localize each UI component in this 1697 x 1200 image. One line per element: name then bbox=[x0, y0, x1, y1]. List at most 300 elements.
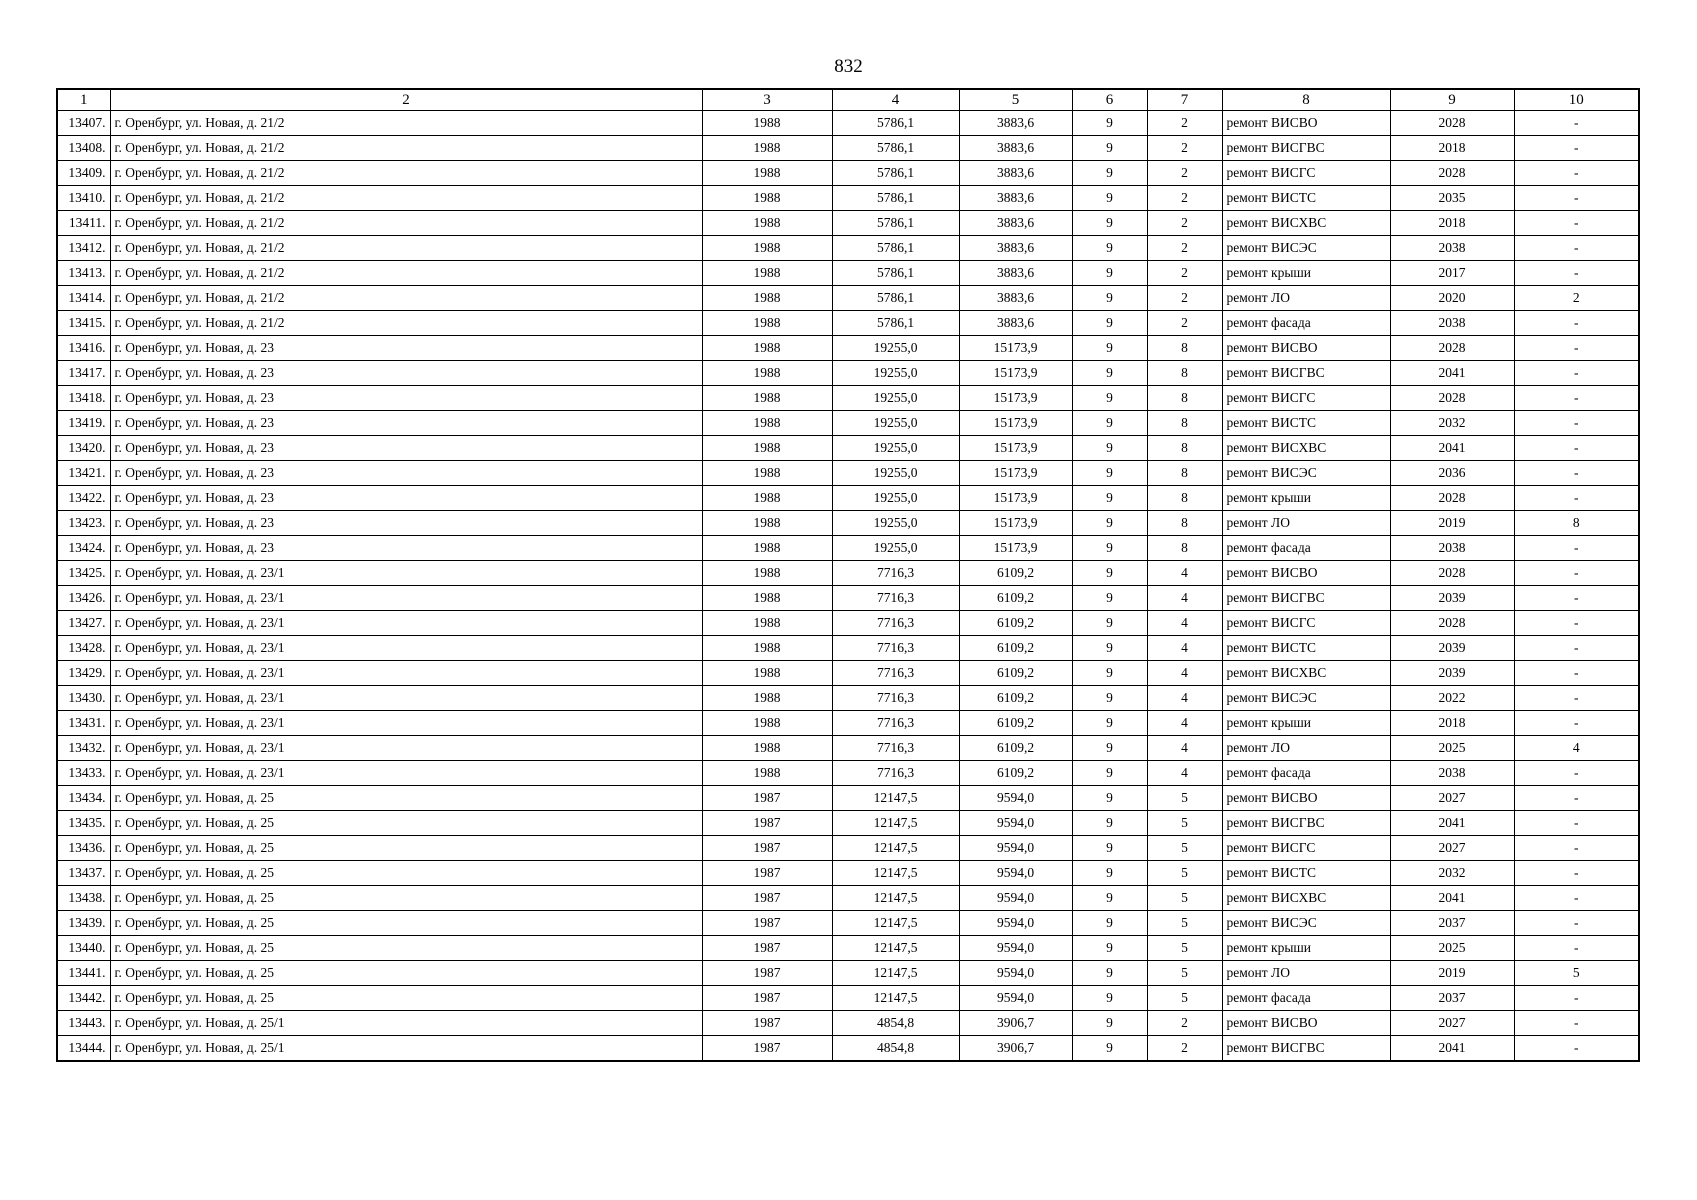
living-area-cell: 15173,9 bbox=[959, 486, 1072, 511]
row-number: 13435. bbox=[57, 811, 110, 836]
living-area-cell: 9594,0 bbox=[959, 786, 1072, 811]
total-area-cell: 19255,0 bbox=[832, 411, 959, 436]
floors-cell: 9 bbox=[1072, 886, 1147, 911]
planned-year-cell: 2038 bbox=[1390, 311, 1514, 336]
row-number: 13430. bbox=[57, 686, 110, 711]
living-area-cell: 9594,0 bbox=[959, 911, 1072, 936]
entrances-cell: 4 bbox=[1147, 586, 1222, 611]
entrances-cell: 4 bbox=[1147, 661, 1222, 686]
floors-cell: 9 bbox=[1072, 461, 1147, 486]
floors-cell: 9 bbox=[1072, 786, 1147, 811]
planned-year-cell: 2032 bbox=[1390, 411, 1514, 436]
entrances-cell: 8 bbox=[1147, 486, 1222, 511]
address-cell: г. Оренбург, ул. Новая, д. 23 bbox=[110, 411, 702, 436]
table-row bbox=[57, 611, 1639, 636]
row-number: 13443. bbox=[57, 1011, 110, 1036]
work-type-cell: ремонт ВИСХВС bbox=[1222, 436, 1390, 461]
floors-cell: 9 bbox=[1072, 161, 1147, 186]
table-row bbox=[57, 436, 1639, 461]
floors-cell: 9 bbox=[1072, 811, 1147, 836]
row-number: 13412. bbox=[57, 236, 110, 261]
year-built-cell: 1987 bbox=[702, 836, 832, 861]
column-header-9: 9 bbox=[1390, 89, 1514, 111]
entrances-cell: 5 bbox=[1147, 811, 1222, 836]
planned-year-cell: 2025 bbox=[1390, 736, 1514, 761]
total-area-cell: 19255,0 bbox=[832, 361, 959, 386]
elevator-count-cell: 2 bbox=[1514, 286, 1639, 311]
work-type-cell: ремонт крыши bbox=[1222, 261, 1390, 286]
entrances-cell: 8 bbox=[1147, 386, 1222, 411]
total-area-cell: 19255,0 bbox=[832, 336, 959, 361]
entrances-cell: 2 bbox=[1147, 1036, 1222, 1062]
year-built-cell: 1988 bbox=[702, 536, 832, 561]
floors-cell: 9 bbox=[1072, 511, 1147, 536]
work-type-cell: ремонт ВИСВО bbox=[1222, 786, 1390, 811]
total-area-cell: 12147,5 bbox=[832, 861, 959, 886]
address-cell: г. Оренбург, ул. Новая, д. 23/1 bbox=[110, 686, 702, 711]
elevator-count-cell: - bbox=[1514, 861, 1639, 886]
table-row bbox=[57, 911, 1639, 936]
work-type-cell: ремонт фасада bbox=[1222, 761, 1390, 786]
address-cell: г. Оренбург, ул. Новая, д. 25 bbox=[110, 986, 702, 1011]
row-number: 13423. bbox=[57, 511, 110, 536]
address-cell: г. Оренбург, ул. Новая, д. 23/1 bbox=[110, 711, 702, 736]
work-type-cell: ремонт ВИСГВС bbox=[1222, 811, 1390, 836]
row-number: 13428. bbox=[57, 636, 110, 661]
year-built-cell: 1988 bbox=[702, 486, 832, 511]
address-cell: г. Оренбург, ул. Новая, д. 23/1 bbox=[110, 761, 702, 786]
work-type-cell: ремонт ВИСТС bbox=[1222, 411, 1390, 436]
work-type-cell: ремонт ВИСГВС bbox=[1222, 1036, 1390, 1062]
entrances-cell: 5 bbox=[1147, 836, 1222, 861]
work-type-cell: ремонт ВИСТС bbox=[1222, 861, 1390, 886]
column-header-3: 3 bbox=[702, 89, 832, 111]
row-number: 13426. bbox=[57, 586, 110, 611]
elevator-count-cell: 4 bbox=[1514, 736, 1639, 761]
work-type-cell: ремонт ЛО bbox=[1222, 511, 1390, 536]
living-area-cell: 15173,9 bbox=[959, 511, 1072, 536]
address-cell: г. Оренбург, ул. Новая, д. 21/2 bbox=[110, 286, 702, 311]
address-cell: г. Оренбург, ул. Новая, д. 23/1 bbox=[110, 661, 702, 686]
row-number: 13409. bbox=[57, 161, 110, 186]
floors-cell: 9 bbox=[1072, 1036, 1147, 1062]
work-type-cell: ремонт ВИСЭС bbox=[1222, 461, 1390, 486]
address-cell: г. Оренбург, ул. Новая, д. 25 bbox=[110, 936, 702, 961]
entrances-cell: 5 bbox=[1147, 861, 1222, 886]
total-area-cell: 5786,1 bbox=[832, 186, 959, 211]
elevator-count-cell: - bbox=[1514, 1011, 1639, 1036]
living-area-cell: 6109,2 bbox=[959, 761, 1072, 786]
living-area-cell: 3883,6 bbox=[959, 186, 1072, 211]
elevator-count-cell: - bbox=[1514, 336, 1639, 361]
floors-cell: 9 bbox=[1072, 111, 1147, 136]
planned-year-cell: 2041 bbox=[1390, 436, 1514, 461]
planned-year-cell: 2028 bbox=[1390, 161, 1514, 186]
entrances-cell: 8 bbox=[1147, 461, 1222, 486]
total-area-cell: 5786,1 bbox=[832, 261, 959, 286]
address-cell: г. Оренбург, ул. Новая, д. 23/1 bbox=[110, 586, 702, 611]
year-built-cell: 1987 bbox=[702, 811, 832, 836]
column-header-5: 5 bbox=[959, 89, 1072, 111]
entrances-cell: 2 bbox=[1147, 311, 1222, 336]
planned-year-cell: 2028 bbox=[1390, 561, 1514, 586]
entrances-cell: 2 bbox=[1147, 211, 1222, 236]
elevator-count-cell: - bbox=[1514, 411, 1639, 436]
entrances-cell: 4 bbox=[1147, 711, 1222, 736]
table-row bbox=[57, 161, 1639, 186]
elevator-count-cell: - bbox=[1514, 611, 1639, 636]
table-row bbox=[57, 761, 1639, 786]
row-number: 13424. bbox=[57, 536, 110, 561]
address-cell: г. Оренбург, ул. Новая, д. 25 bbox=[110, 861, 702, 886]
address-cell: г. Оренбург, ул. Новая, д. 23 bbox=[110, 436, 702, 461]
total-area-cell: 7716,3 bbox=[832, 661, 959, 686]
living-area-cell: 3883,6 bbox=[959, 286, 1072, 311]
column-header-6: 6 bbox=[1072, 89, 1147, 111]
year-built-cell: 1988 bbox=[702, 411, 832, 436]
elevator-count-cell: - bbox=[1514, 561, 1639, 586]
table-row bbox=[57, 561, 1639, 586]
address-cell: г. Оренбург, ул. Новая, д. 23/1 bbox=[110, 736, 702, 761]
entrances-cell: 2 bbox=[1147, 1011, 1222, 1036]
table-row bbox=[57, 861, 1639, 886]
living-area-cell: 3883,6 bbox=[959, 236, 1072, 261]
floors-cell: 9 bbox=[1072, 761, 1147, 786]
floors-cell: 9 bbox=[1072, 961, 1147, 986]
floors-cell: 9 bbox=[1072, 911, 1147, 936]
work-type-cell: ремонт фасада bbox=[1222, 311, 1390, 336]
planned-year-cell: 2032 bbox=[1390, 861, 1514, 886]
work-type-cell: ремонт ВИСВО bbox=[1222, 561, 1390, 586]
row-number: 13437. bbox=[57, 861, 110, 886]
address-cell: г. Оренбург, ул. Новая, д. 23 bbox=[110, 511, 702, 536]
work-type-cell: ремонт ВИСХВС bbox=[1222, 211, 1390, 236]
floors-cell: 9 bbox=[1072, 436, 1147, 461]
total-area-cell: 7716,3 bbox=[832, 636, 959, 661]
planned-year-cell: 2020 bbox=[1390, 286, 1514, 311]
elevator-count-cell: - bbox=[1514, 686, 1639, 711]
total-area-cell: 19255,0 bbox=[832, 461, 959, 486]
work-type-cell: ремонт крыши bbox=[1222, 486, 1390, 511]
table-row bbox=[57, 661, 1639, 686]
table-row bbox=[57, 286, 1639, 311]
floors-cell: 9 bbox=[1072, 536, 1147, 561]
table-row bbox=[57, 636, 1639, 661]
address-cell: г. Оренбург, ул. Новая, д. 21/2 bbox=[110, 186, 702, 211]
total-area-cell: 19255,0 bbox=[832, 386, 959, 411]
work-type-cell: ремонт крыши bbox=[1222, 711, 1390, 736]
address-cell: г. Оренбург, ул. Новая, д. 21/2 bbox=[110, 261, 702, 286]
work-type-cell: ремонт ВИСЭС bbox=[1222, 911, 1390, 936]
table-row bbox=[57, 236, 1639, 261]
floors-cell: 9 bbox=[1072, 136, 1147, 161]
year-built-cell: 1988 bbox=[702, 736, 832, 761]
elevator-count-cell: - bbox=[1514, 236, 1639, 261]
planned-year-cell: 2039 bbox=[1390, 661, 1514, 686]
total-area-cell: 7716,3 bbox=[832, 736, 959, 761]
year-built-cell: 1988 bbox=[702, 336, 832, 361]
entrances-cell: 5 bbox=[1147, 786, 1222, 811]
elevator-count-cell: - bbox=[1514, 886, 1639, 911]
planned-year-cell: 2018 bbox=[1390, 136, 1514, 161]
floors-cell: 9 bbox=[1072, 261, 1147, 286]
year-built-cell: 1988 bbox=[702, 286, 832, 311]
elevator-count-cell: - bbox=[1514, 711, 1639, 736]
table-row bbox=[57, 211, 1639, 236]
planned-year-cell: 2019 bbox=[1390, 511, 1514, 536]
year-built-cell: 1988 bbox=[702, 436, 832, 461]
table-row bbox=[57, 736, 1639, 761]
total-area-cell: 12147,5 bbox=[832, 786, 959, 811]
address-cell: г. Оренбург, ул. Новая, д. 23/1 bbox=[110, 561, 702, 586]
floors-cell: 9 bbox=[1072, 186, 1147, 211]
entrances-cell: 5 bbox=[1147, 936, 1222, 961]
elevator-count-cell: - bbox=[1514, 386, 1639, 411]
planned-year-cell: 2019 bbox=[1390, 961, 1514, 986]
year-built-cell: 1987 bbox=[702, 886, 832, 911]
elevator-count-cell: - bbox=[1514, 636, 1639, 661]
address-cell: г. Оренбург, ул. Новая, д. 25 bbox=[110, 886, 702, 911]
work-type-cell: ремонт фасада bbox=[1222, 536, 1390, 561]
table-row bbox=[57, 386, 1639, 411]
address-cell: г. Оренбург, ул. Новая, д. 25/1 bbox=[110, 1011, 702, 1036]
living-area-cell: 3883,6 bbox=[959, 111, 1072, 136]
floors-cell: 9 bbox=[1072, 711, 1147, 736]
planned-year-cell: 2038 bbox=[1390, 761, 1514, 786]
row-number: 13438. bbox=[57, 886, 110, 911]
table-row bbox=[57, 586, 1639, 611]
planned-year-cell: 2017 bbox=[1390, 261, 1514, 286]
planned-year-cell: 2028 bbox=[1390, 611, 1514, 636]
elevator-count-cell: - bbox=[1514, 986, 1639, 1011]
elevator-count-cell: - bbox=[1514, 261, 1639, 286]
living-area-cell: 3906,7 bbox=[959, 1036, 1072, 1062]
planned-year-cell: 2028 bbox=[1390, 486, 1514, 511]
total-area-cell: 7716,3 bbox=[832, 586, 959, 611]
total-area-cell: 12147,5 bbox=[832, 961, 959, 986]
total-area-cell: 12147,5 bbox=[832, 936, 959, 961]
year-built-cell: 1988 bbox=[702, 161, 832, 186]
table-row bbox=[57, 261, 1639, 286]
work-type-cell: ремонт ВИСГС bbox=[1222, 836, 1390, 861]
table-row bbox=[57, 311, 1639, 336]
entrances-cell: 4 bbox=[1147, 636, 1222, 661]
total-area-cell: 5786,1 bbox=[832, 211, 959, 236]
address-cell: г. Оренбург, ул. Новая, д. 25 bbox=[110, 961, 702, 986]
work-type-cell: ремонт ВИСЭС bbox=[1222, 236, 1390, 261]
work-type-cell: ремонт ВИСТС bbox=[1222, 636, 1390, 661]
living-area-cell: 3883,6 bbox=[959, 311, 1072, 336]
year-built-cell: 1987 bbox=[702, 986, 832, 1011]
elevator-count-cell: 8 bbox=[1514, 511, 1639, 536]
elevator-count-cell: - bbox=[1514, 811, 1639, 836]
work-type-cell: ремонт ВИСГВС bbox=[1222, 586, 1390, 611]
living-area-cell: 9594,0 bbox=[959, 961, 1072, 986]
entrances-cell: 2 bbox=[1147, 236, 1222, 261]
table-row bbox=[57, 486, 1639, 511]
year-built-cell: 1988 bbox=[702, 211, 832, 236]
column-header-8: 8 bbox=[1222, 89, 1390, 111]
elevator-count-cell: - bbox=[1514, 1036, 1639, 1062]
floors-cell: 9 bbox=[1072, 836, 1147, 861]
row-number: 13411. bbox=[57, 211, 110, 236]
floors-cell: 9 bbox=[1072, 411, 1147, 436]
row-number: 13415. bbox=[57, 311, 110, 336]
elevator-count-cell: - bbox=[1514, 136, 1639, 161]
total-area-cell: 7716,3 bbox=[832, 761, 959, 786]
row-number: 13419. bbox=[57, 411, 110, 436]
year-built-cell: 1987 bbox=[702, 911, 832, 936]
row-number: 13436. bbox=[57, 836, 110, 861]
elevator-count-cell: - bbox=[1514, 761, 1639, 786]
living-area-cell: 6109,2 bbox=[959, 561, 1072, 586]
living-area-cell: 6109,2 bbox=[959, 661, 1072, 686]
planned-year-cell: 2035 bbox=[1390, 186, 1514, 211]
address-cell: г. Оренбург, ул. Новая, д. 21/2 bbox=[110, 161, 702, 186]
row-number: 13407. bbox=[57, 111, 110, 136]
table-row bbox=[57, 1036, 1639, 1062]
floors-cell: 9 bbox=[1072, 486, 1147, 511]
planned-year-cell: 2028 bbox=[1390, 111, 1514, 136]
row-number: 13431. bbox=[57, 711, 110, 736]
living-area-cell: 3883,6 bbox=[959, 261, 1072, 286]
floors-cell: 9 bbox=[1072, 311, 1147, 336]
entrances-cell: 4 bbox=[1147, 736, 1222, 761]
living-area-cell: 15173,9 bbox=[959, 386, 1072, 411]
address-cell: г. Оренбург, ул. Новая, д. 25/1 bbox=[110, 1036, 702, 1062]
planned-year-cell: 2039 bbox=[1390, 586, 1514, 611]
table-row bbox=[57, 536, 1639, 561]
entrances-cell: 5 bbox=[1147, 886, 1222, 911]
planned-year-cell: 2041 bbox=[1390, 1036, 1514, 1062]
table-row bbox=[57, 836, 1639, 861]
elevator-count-cell: - bbox=[1514, 536, 1639, 561]
table-row bbox=[57, 786, 1639, 811]
address-cell: г. Оренбург, ул. Новая, д. 21/2 bbox=[110, 311, 702, 336]
planned-year-cell: 2037 bbox=[1390, 911, 1514, 936]
work-type-cell: ремонт ВИСВО bbox=[1222, 336, 1390, 361]
elevator-count-cell: - bbox=[1514, 361, 1639, 386]
living-area-cell: 9594,0 bbox=[959, 836, 1072, 861]
year-built-cell: 1988 bbox=[702, 511, 832, 536]
living-area-cell: 15173,9 bbox=[959, 361, 1072, 386]
living-area-cell: 15173,9 bbox=[959, 436, 1072, 461]
living-area-cell: 6109,2 bbox=[959, 686, 1072, 711]
planned-year-cell: 2028 bbox=[1390, 336, 1514, 361]
address-cell: г. Оренбург, ул. Новая, д. 25 bbox=[110, 836, 702, 861]
work-type-cell: ремонт ВИСГВС bbox=[1222, 361, 1390, 386]
elevator-count-cell: - bbox=[1514, 436, 1639, 461]
row-number: 13442. bbox=[57, 986, 110, 1011]
planned-year-cell: 2025 bbox=[1390, 936, 1514, 961]
floors-cell: 9 bbox=[1072, 611, 1147, 636]
living-area-cell: 6109,2 bbox=[959, 611, 1072, 636]
address-cell: г. Оренбург, ул. Новая, д. 21/2 bbox=[110, 136, 702, 161]
address-cell: г. Оренбург, ул. Новая, д. 21/2 bbox=[110, 211, 702, 236]
planned-year-cell: 2037 bbox=[1390, 986, 1514, 1011]
row-number: 13418. bbox=[57, 386, 110, 411]
address-cell: г. Оренбург, ул. Новая, д. 21/2 bbox=[110, 236, 702, 261]
elevator-count-cell: - bbox=[1514, 661, 1639, 686]
floors-cell: 9 bbox=[1072, 286, 1147, 311]
entrances-cell: 4 bbox=[1147, 761, 1222, 786]
year-built-cell: 1988 bbox=[702, 311, 832, 336]
planned-year-cell: 2038 bbox=[1390, 536, 1514, 561]
year-built-cell: 1988 bbox=[702, 111, 832, 136]
row-number: 13434. bbox=[57, 786, 110, 811]
floors-cell: 9 bbox=[1072, 986, 1147, 1011]
total-area-cell: 12147,5 bbox=[832, 886, 959, 911]
planned-year-cell: 2027 bbox=[1390, 1011, 1514, 1036]
work-type-cell: ремонт фасада bbox=[1222, 986, 1390, 1011]
elevator-count-cell: - bbox=[1514, 786, 1639, 811]
living-area-cell: 3906,7 bbox=[959, 1011, 1072, 1036]
planned-year-cell: 2018 bbox=[1390, 211, 1514, 236]
living-area-cell: 15173,9 bbox=[959, 336, 1072, 361]
total-area-cell: 5786,1 bbox=[832, 111, 959, 136]
year-built-cell: 1988 bbox=[702, 236, 832, 261]
elevator-count-cell: - bbox=[1514, 936, 1639, 961]
elevator-count-cell: - bbox=[1514, 311, 1639, 336]
elevator-count-cell: - bbox=[1514, 586, 1639, 611]
year-built-cell: 1988 bbox=[702, 686, 832, 711]
elevator-count-cell: - bbox=[1514, 836, 1639, 861]
total-area-cell: 5786,1 bbox=[832, 236, 959, 261]
year-built-cell: 1988 bbox=[702, 386, 832, 411]
living-area-cell: 6109,2 bbox=[959, 711, 1072, 736]
address-cell: г. Оренбург, ул. Новая, д. 25 bbox=[110, 811, 702, 836]
work-type-cell: ремонт ВИСХВС bbox=[1222, 886, 1390, 911]
floors-cell: 9 bbox=[1072, 661, 1147, 686]
entrances-cell: 5 bbox=[1147, 961, 1222, 986]
year-built-cell: 1988 bbox=[702, 361, 832, 386]
elevator-count-cell: - bbox=[1514, 186, 1639, 211]
work-type-cell: ремонт ВИСТС bbox=[1222, 186, 1390, 211]
living-area-cell: 15173,9 bbox=[959, 461, 1072, 486]
address-cell: г. Оренбург, ул. Новая, д. 23 bbox=[110, 386, 702, 411]
total-area-cell: 19255,0 bbox=[832, 511, 959, 536]
entrances-cell: 4 bbox=[1147, 686, 1222, 711]
address-cell: г. Оренбург, ул. Новая, д. 25 bbox=[110, 786, 702, 811]
elevator-count-cell: - bbox=[1514, 161, 1639, 186]
column-header-1: 1 bbox=[57, 89, 110, 111]
living-area-cell: 6109,2 bbox=[959, 736, 1072, 761]
work-type-cell: ремонт ВИСГС bbox=[1222, 611, 1390, 636]
total-area-cell: 5786,1 bbox=[832, 311, 959, 336]
entrances-cell: 4 bbox=[1147, 561, 1222, 586]
floors-cell: 9 bbox=[1072, 1011, 1147, 1036]
elevator-count-cell: - bbox=[1514, 911, 1639, 936]
row-number: 13433. bbox=[57, 761, 110, 786]
floors-cell: 9 bbox=[1072, 561, 1147, 586]
floors-cell: 9 bbox=[1072, 211, 1147, 236]
table-row bbox=[57, 136, 1639, 161]
total-area-cell: 5786,1 bbox=[832, 286, 959, 311]
living-area-cell: 9594,0 bbox=[959, 886, 1072, 911]
address-cell: г. Оренбург, ул. Новая, д. 23/1 bbox=[110, 636, 702, 661]
year-built-cell: 1988 bbox=[702, 636, 832, 661]
row-number: 13410. bbox=[57, 186, 110, 211]
row-number: 13429. bbox=[57, 661, 110, 686]
year-built-cell: 1988 bbox=[702, 561, 832, 586]
floors-cell: 9 bbox=[1072, 386, 1147, 411]
table-row bbox=[57, 336, 1639, 361]
entrances-cell: 8 bbox=[1147, 536, 1222, 561]
floors-cell: 9 bbox=[1072, 861, 1147, 886]
elevator-count-cell: - bbox=[1514, 461, 1639, 486]
column-header-4: 4 bbox=[832, 89, 959, 111]
table-row bbox=[57, 111, 1639, 136]
